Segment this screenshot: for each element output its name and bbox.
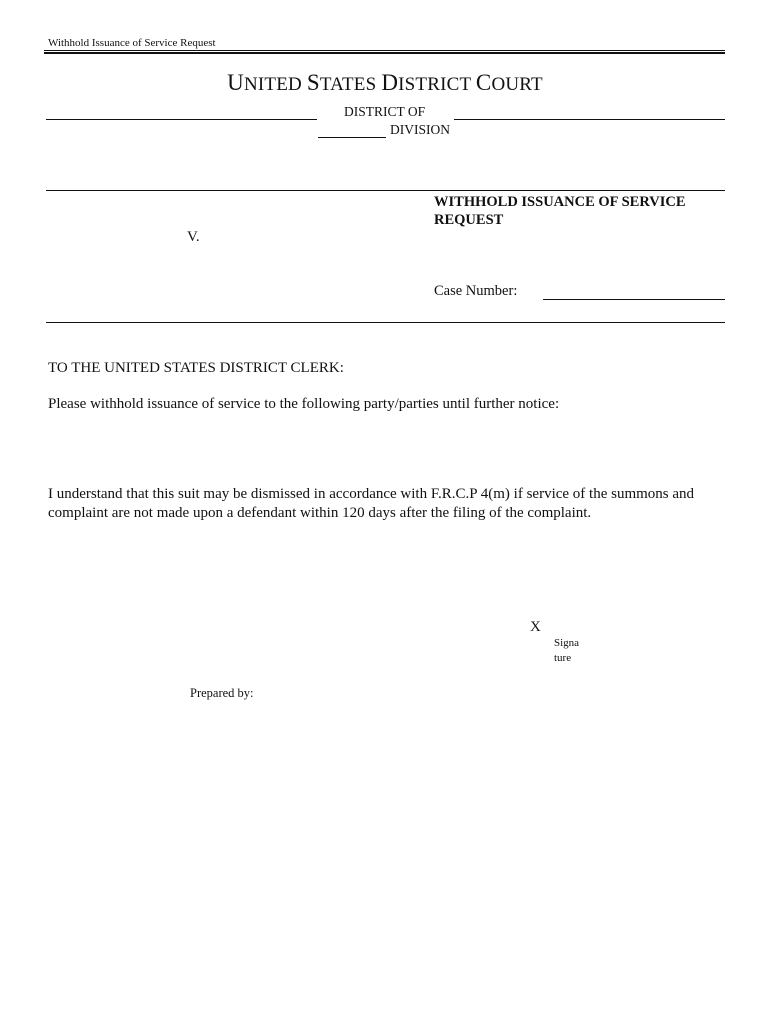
district-right-field[interactable]	[454, 119, 725, 120]
case-number-field[interactable]	[543, 299, 725, 300]
court-title-part: U	[227, 70, 244, 95]
court-title-part: D	[381, 70, 399, 95]
division-name-field[interactable]	[318, 137, 386, 138]
header-rule-thick	[44, 52, 725, 54]
court-title-part: NITED	[243, 74, 307, 95]
court-title-part: S	[306, 70, 320, 95]
header-rule-thin	[44, 50, 725, 51]
instruction-text: Please withhold issuance of service to the following party/parties until further notice:	[48, 396, 560, 412]
court-title-part: C	[475, 70, 492, 95]
versus-label: V.	[187, 229, 200, 245]
signature-label: Signature	[554, 637, 580, 664]
acknowledgment-text: I understand that this suit may be dismissed in accordance with F.R.C.P 4(m) if service of the summons and complaint are not made upon a defendant within 120 days after the filing of the complaint.	[48, 486, 695, 521]
caption-bottom-rule	[46, 322, 725, 323]
prepared-by-label: Prepared by:	[190, 686, 254, 700]
district-name-field[interactable]	[46, 119, 317, 120]
document-title: WITHHOLD ISSUANCE OF SERVICE REQUEST	[434, 194, 686, 228]
case-number-label: Case Number:	[434, 283, 518, 299]
court-title-part: TATES	[319, 74, 382, 95]
court-title-part: ISTRICT	[398, 74, 476, 95]
court-title	[0, 70, 770, 96]
district-of-label: DISTRICT OF	[344, 104, 426, 119]
running-header: Withhold Issuance of Service Request	[48, 37, 216, 49]
salutation: TO THE UNITED STATES DISTRICT CLERK:	[48, 360, 344, 376]
division-label: DIVISION	[390, 122, 450, 137]
signature-mark: X	[530, 619, 541, 635]
court-title-part: OURT	[491, 74, 543, 95]
caption-top-rule	[46, 190, 725, 191]
